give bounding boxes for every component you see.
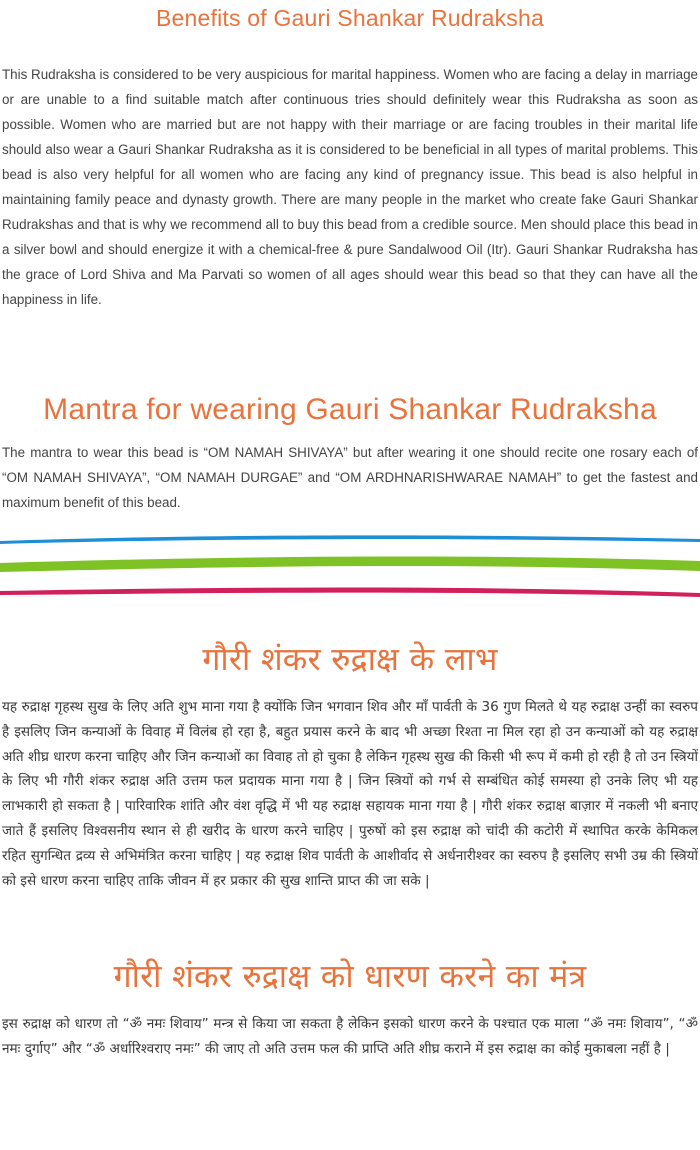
benefits-paragraph-hindi: यह रुद्राक्ष गृहस्थ सुख के लिए अति शुभ माना गया है क्योंकि जिन भगवान शिव और माँ पार्वती के 36 गुण मिलते थे यह रुद्राक्ष उन्हीं का स्वरुप है इसलिए जिन कन्याओं के विवाह में विलंब हो रहा है, बहुत प्रयास करने के बाद भी अच्छा रिश्ता ना मिल रहा हो उन कन्याओं को यह रुद्राक्ष अति शीघ्र धारण करना चाहिए और जिन कन्याओं का विवाह तो हो चुका है लेकिन गृहस्थ सुख की किसी भी रूप में कमी हो रही है तो उन स्त्रियों के लिए भी गौरी शंकर रुद्राक्ष अति उत्तम फल प्रदायक माना गया है | जिन स्त्रियों को गर्भ से सम्बंधित कोई समस्या हो उनके लिए भी यह लाभकारी हो सकता है | पारिवारिक शांति और वंश वृद्धि में भी यह रुद्राक्ष सहायक माना गया है | गौरी शंकर रुद्राक्ष बाज़ार में नकली भी बनाए जाते हैं इसलिए विश्वसनीय स्थान से ही खरीद के धारण करने चाहिए | पुरुषों को इस रुद्राक्ष को चांदी की कटोरी में स्थापित करके केमिकल रहित सुगन्धित द्रव्य से अभिमंत्रित करना चाहिए | यह रुद्राक्ष शिव पार्वती के आशीर्वाद से अर्धनारीश्वर का स्वरुप है इसलिए सभी उम्र की स्त्रियों को इसे धारण करना चाहिए ताकि जीवन में हर प्रकार की सुख शान्ति प्राप्त की जा सके | <box>2 699 698 889</box>
mantra-heading: Mantra for wearing Gauri Shankar Rudraksha <box>43 393 657 426</box>
decorative-divider <box>0 531 700 603</box>
divider-blue-stroke <box>0 535 700 544</box>
benefits-heading: Benefits of Gauri Shankar Rudraksha <box>156 5 544 31</box>
benefits-heading-hindi: गौरी शंकर रुद्राक्ष के लाभ <box>202 640 498 678</box>
mantra-heading-hindi: गौरी शंकर रुद्राक्ष को धारण करने का मंत्र <box>113 957 587 996</box>
benefits-paragraph: This Rudraksha is considered to be very auspicious for marital happiness. Women who are facing a delay in marriage or are unable to a find suitable match after continuous tries should definitely wear this Rudraksha as soon as possible. Women who are married but are not happy with their marriage or are facing troubles in their marital life should also wear a Gauri Shankar Rudraksha as it is considered to be beneficial in all types of marital problems. This bead is also very helpful for all women who are facing any kind of pregnancy issue. This bead is also helpful in maintaining family peace and dynasty growth. There are many people in the market who create fake Gauri Shankar Rudrakshas and that is why we recommend all to buy this bead from a credible source. Men should place this bead in a silver bowl and should energize it with a chemical-free & pure Sandalwood Oil (Itr). Gauri Shankar Rudraksha has the grace of Lord Shiva and Ma Parvati so women of all ages should wear this bead so that they can have all the happiness in life. <box>2 67 698 307</box>
mantra-paragraph: The mantra to wear this bead is “OM NAMAH SHIVAYA” but after wearing it one should recite one rosary each of “OM NAMAH SHIVAYA”, “OM NAMAH DURGAE” and “OM ARDHNARISHWARAE NAMAH” to get the fastest and maximum benefit of this bead. <box>2 445 698 510</box>
mantra-paragraph-hindi: इस रुद्राक्ष को धारण तो “ॐ नमः शिवाय” मन्त्र से किया जा सकता है लेकिन इसको धारण करने के पश्चात एक माला “ॐ नमः शिवाय”, “ॐ नमः दुर्गाए” और “ॐ अर्धारिश्वराए नमः” की जाए तो अति उत्तम फल की प्राप्ति अति शीघ्र कराने में इस रुद्राक्ष का कोई मुकाबला नहीं है | <box>2 1016 698 1058</box>
divider-green-stroke <box>0 557 700 572</box>
divider-red-stroke <box>0 588 700 598</box>
